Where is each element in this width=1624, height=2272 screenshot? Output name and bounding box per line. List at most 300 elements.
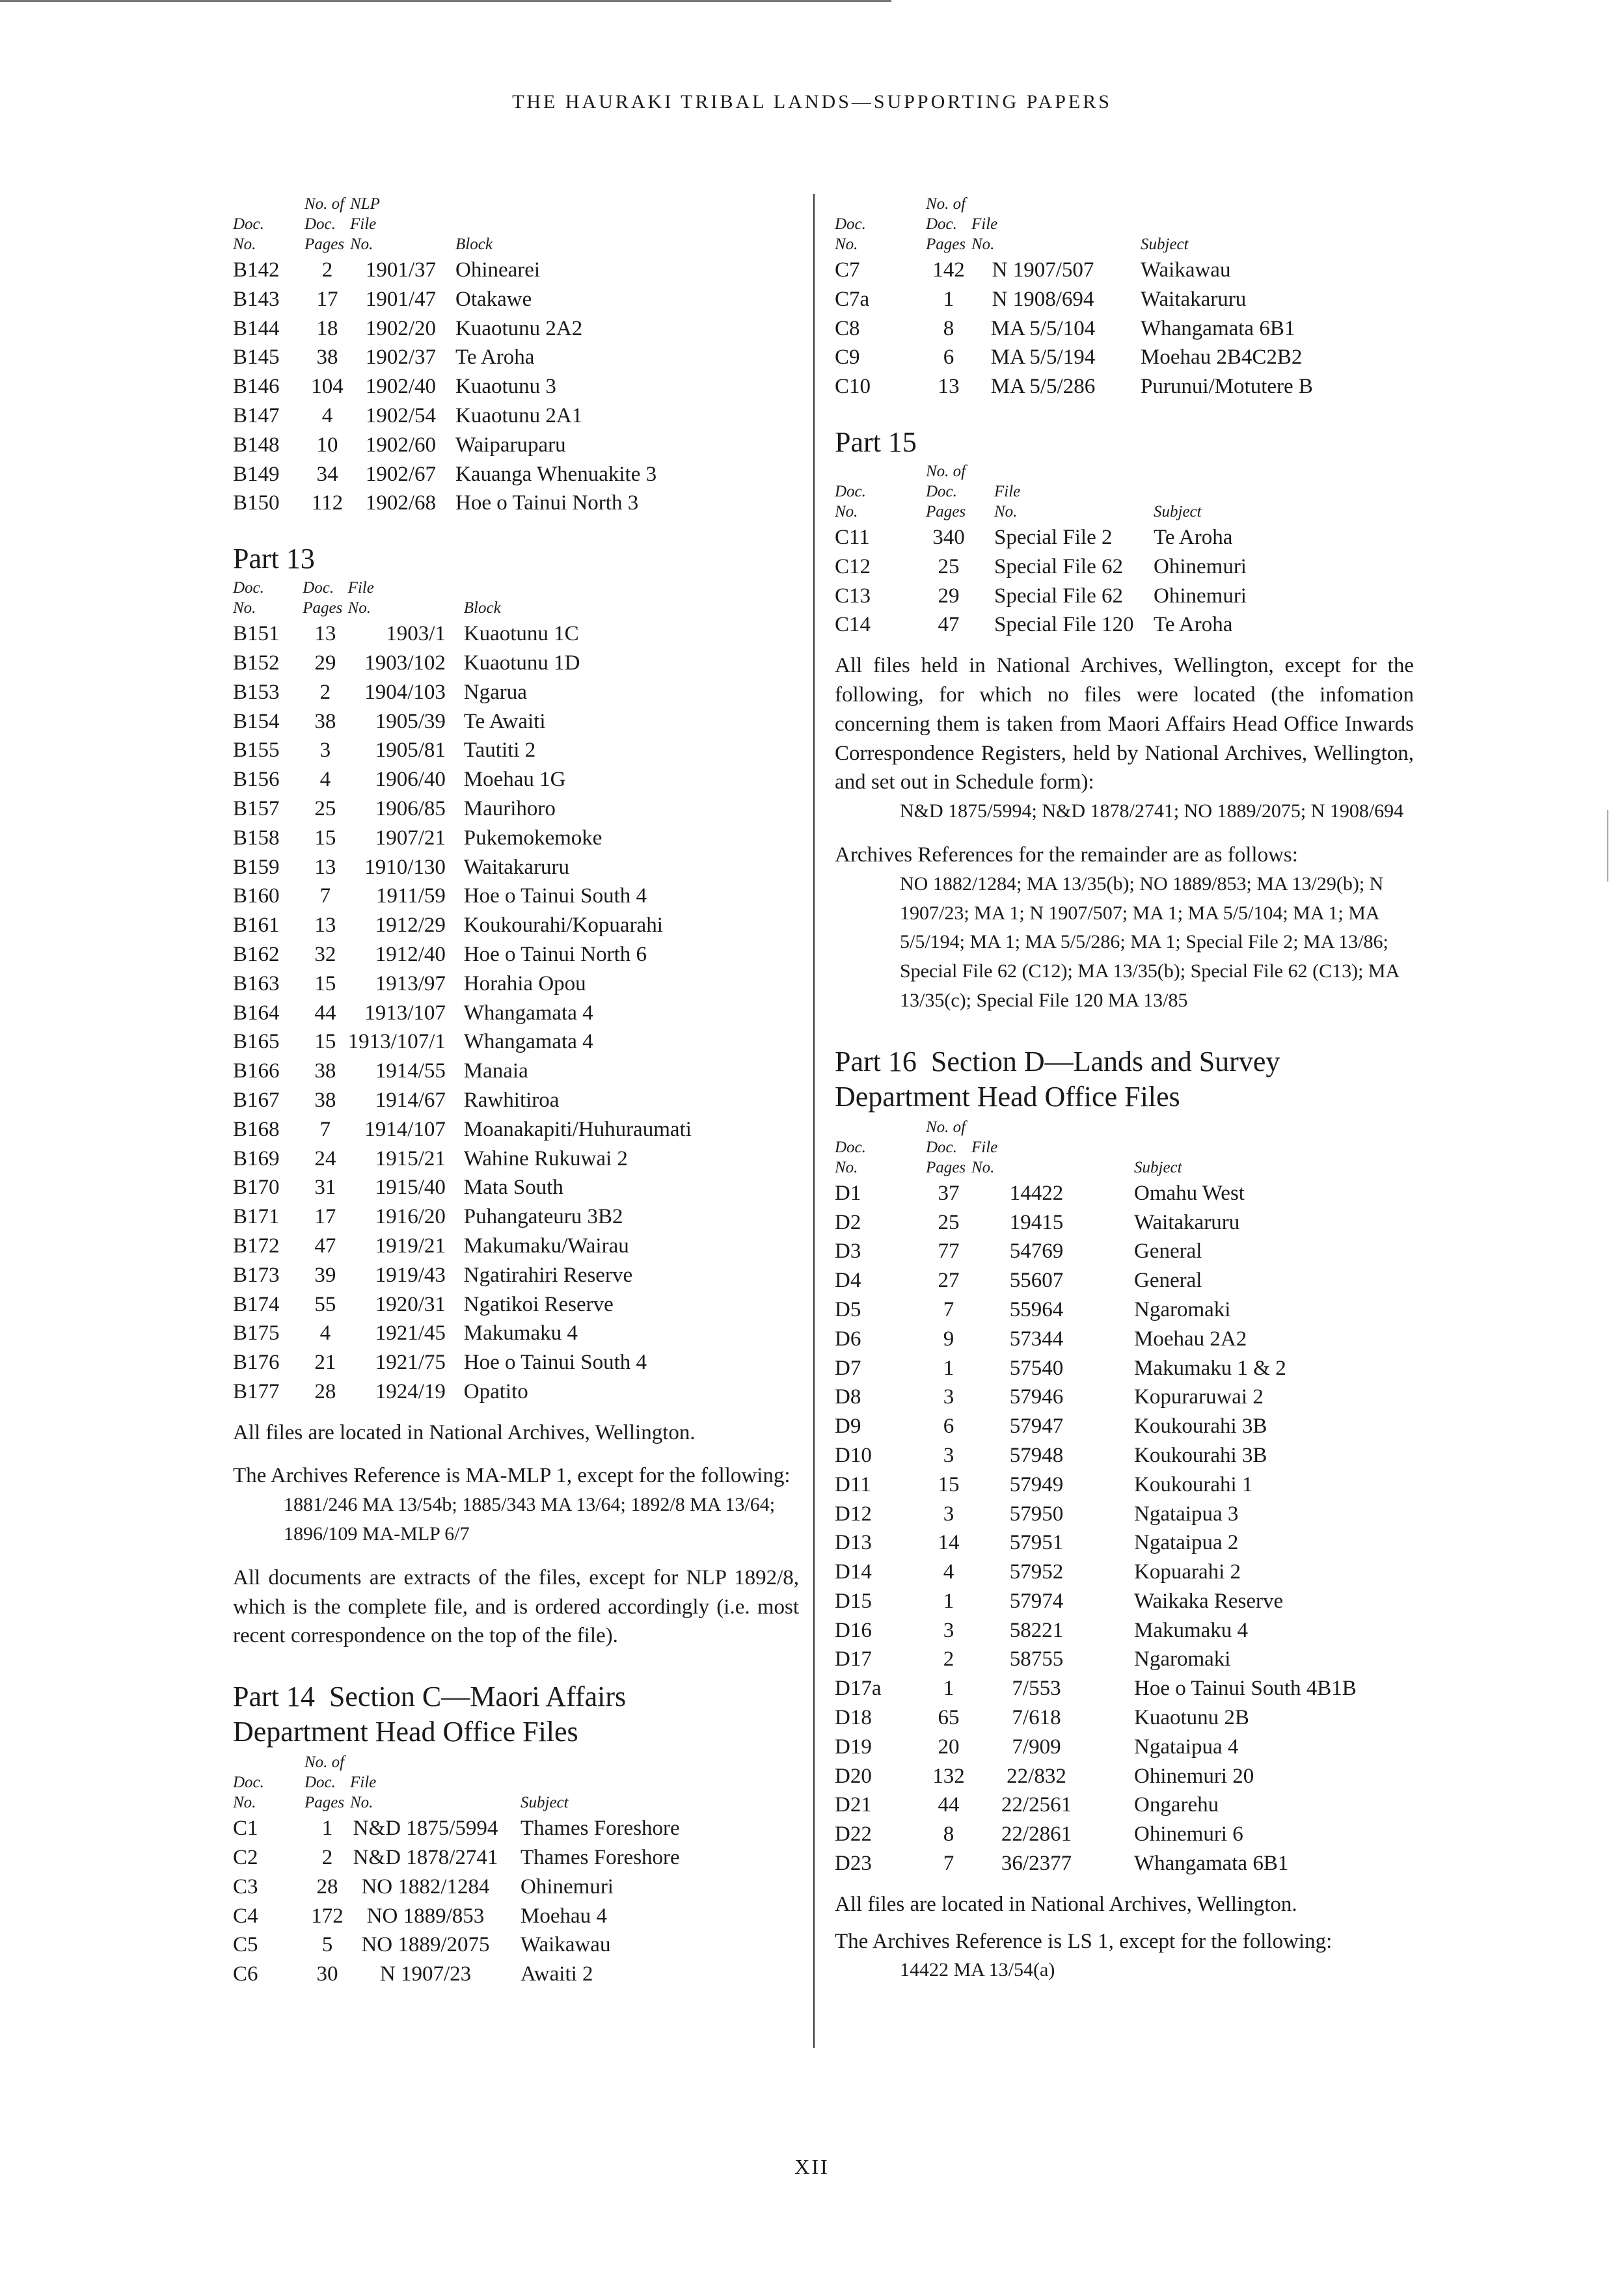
file-no-cell: 1913/97 <box>375 971 446 995</box>
subject-cell: Te Aroha <box>1154 525 1233 549</box>
pages-cell: 29 <box>938 584 960 608</box>
file-no-cell: 1903/102 <box>364 651 446 675</box>
left-column <box>233 194 799 1989</box>
doc-no-cell: D5 <box>835 1297 861 1321</box>
file-no-cell: Special File 120 <box>994 613 1134 637</box>
header-line: No. <box>233 1794 256 1812</box>
subject-cell: Maurihoro <box>463 796 556 820</box>
pages-cell: 17 <box>316 287 338 311</box>
header-subject <box>1154 461 1414 523</box>
pages-cell: 15 <box>314 826 336 850</box>
table-row <box>835 552 1414 582</box>
header-line: Doc. <box>233 579 264 597</box>
doc-no-cell: C3 <box>233 1874 258 1899</box>
header-line: No. of <box>926 462 966 480</box>
subject-cell: Rawhitiroa <box>463 1088 560 1112</box>
table-row <box>233 1960 799 1989</box>
file-no-cell: 1911/59 <box>375 884 446 908</box>
part15-title: Part 15 <box>835 426 917 458</box>
table-row <box>233 853 799 882</box>
header-line: No. <box>971 1158 995 1176</box>
header-line: Doc. <box>233 1774 264 1792</box>
doc-no-cell: D12 <box>835 1502 872 1526</box>
table-row <box>233 1232 799 1261</box>
table-row <box>233 649 799 678</box>
table-row <box>233 707 799 737</box>
doc-no-cell: D20 <box>835 1764 872 1788</box>
table-part14 <box>233 1752 799 1989</box>
part16-title-line1: Part 16 Section D—Lands and Survey <box>835 1045 1280 1077</box>
doc-no-cell: D17a <box>835 1677 882 1701</box>
pages-cell: 7 <box>943 1852 954 1876</box>
subject-cell: Ngatirahiri Reserve <box>463 1263 633 1287</box>
file-no-cell: 1910/130 <box>364 855 446 879</box>
header-doc-pages <box>304 194 350 256</box>
subject-cell: Kuaotunu 1D <box>463 651 580 675</box>
file-no-cell: 55964 <box>1009 1297 1064 1321</box>
doc-no-cell: B163 <box>233 971 280 995</box>
file-no-cell: 57540 <box>1009 1356 1064 1380</box>
header-line: Pages <box>926 1158 966 1176</box>
file-no-cell: NO 1882/1284 <box>361 1874 490 1899</box>
file-no-cell: 1919/43 <box>375 1263 446 1287</box>
pages-cell: 2 <box>321 258 333 282</box>
pages-cell: 2 <box>321 1846 333 1870</box>
header-line: No. <box>347 599 372 617</box>
file-no-cell: 57952 <box>1009 1560 1064 1584</box>
doc-no-cell: C7a <box>835 287 870 311</box>
header-line: Subject <box>1141 236 1189 253</box>
file-no-cell: NO 1889/2075 <box>361 1933 490 1957</box>
pages-cell: 18 <box>316 316 338 340</box>
doc-no-cell: B151 <box>233 622 280 646</box>
pages-cell: 3 <box>943 1385 954 1409</box>
file-no-cell: 1919/21 <box>375 1234 446 1258</box>
doc-no-cell: B169 <box>233 1146 280 1170</box>
pages-cell: 7 <box>319 884 331 908</box>
file-no-cell: 1902/67 <box>365 462 436 486</box>
subject-cell: Kuaotunu 3 <box>455 375 556 399</box>
table-row <box>835 1703 1414 1733</box>
doc-no-cell: C5 <box>233 1933 258 1957</box>
doc-no-cell: B168 <box>233 1117 280 1141</box>
table-row <box>233 736 799 765</box>
pages-cell: 29 <box>314 651 336 675</box>
pages-cell: 13 <box>314 913 336 938</box>
pages-cell: 142 <box>932 258 965 282</box>
table-row <box>233 489 799 518</box>
file-no-cell: N 1908/694 <box>992 287 1094 311</box>
part13-note-extracts: All documents are extracts of the files, except for NLP 1892/8, which is the complete file, and is ordered accordingly (i.e. most recent correspondence on the top of the file). <box>233 1565 799 1648</box>
table-row <box>835 1645 1414 1674</box>
doc-no-cell: B148 <box>233 433 280 457</box>
file-no-cell: 1921/45 <box>375 1321 446 1346</box>
table-part14-continued <box>835 194 1414 401</box>
header-line: Doc. <box>926 482 957 500</box>
doc-no-cell: B155 <box>233 738 280 763</box>
table-row <box>233 1027 799 1057</box>
doc-no-cell: B173 <box>233 1263 280 1287</box>
subject-cell: Opatito <box>463 1379 528 1403</box>
doc-no-cell: B149 <box>233 462 280 486</box>
file-no-cell: 57950 <box>1009 1502 1064 1526</box>
doc-no-cell: B147 <box>233 403 280 427</box>
subject-cell: Ohinemuri 20 <box>1134 1764 1254 1788</box>
table-row <box>835 1295 1414 1325</box>
subject-cell: Thames Foreshore <box>521 1846 680 1870</box>
table-row <box>233 911 799 940</box>
table-row <box>233 1814 799 1843</box>
subject-cell: Ngataipua 3 <box>1134 1502 1239 1526</box>
table-row <box>233 765 799 794</box>
header-file-no <box>971 194 1115 256</box>
pages-cell: 10 <box>316 433 338 457</box>
header-file-no <box>350 1752 501 1814</box>
pages-cell: 1 <box>943 1677 954 1701</box>
header-line: Doc. <box>304 215 336 233</box>
doc-no-cell: B177 <box>233 1379 280 1403</box>
doc-no-cell: D1 <box>835 1181 861 1205</box>
subject-cell: Waikaka Reserve <box>1134 1589 1284 1613</box>
part16-note-archives: The Archives Reference is LS 1, except for the following: <box>835 1929 1333 1953</box>
subject-cell: Waikawau <box>1141 258 1231 282</box>
file-no-cell: 22/2861 <box>1001 1822 1072 1846</box>
doc-no-cell: B172 <box>233 1234 280 1258</box>
part13-archives-list: 1881/246 MA 13/54b; 1885/343 MA 13/64; 1892/8 MA 13/64; 1896/109 MA-MLP 6/7 <box>284 1494 776 1545</box>
doc-no-cell: C12 <box>835 554 871 578</box>
doc-no-cell: C2 <box>233 1846 258 1870</box>
table-row <box>835 1762 1414 1791</box>
subject-cell: Ongarehu <box>1134 1793 1219 1817</box>
running-head: THE HAURAKI TRIBAL LANDS—SUPPORTING PAPERS <box>512 91 1112 113</box>
header-line: No. <box>350 236 373 253</box>
top-rule <box>0 0 891 2</box>
subject-cell: Makumaku 4 <box>1134 1618 1249 1642</box>
part15-note-archives: Archives References for the remainder are as follows: <box>835 843 1298 867</box>
header-line: Doc. <box>835 215 866 233</box>
table-row <box>233 460 799 489</box>
subject-cell: Thames Foreshore <box>521 1817 680 1841</box>
pages-cell: 340 <box>932 525 965 549</box>
subject-cell: Tautiti 2 <box>463 738 536 763</box>
header-line: File <box>971 215 998 233</box>
file-no-cell: 1902/20 <box>365 316 436 340</box>
header-line: Doc. <box>233 215 264 233</box>
file-no-cell: 1902/68 <box>365 491 436 515</box>
subject-cell: Otakawe <box>455 287 532 311</box>
table-row <box>835 1412 1414 1441</box>
table-row <box>835 523 1414 552</box>
pages-cell: 6 <box>943 1414 954 1439</box>
subject-cell: General <box>1134 1239 1202 1264</box>
header-doc-pages <box>926 194 971 256</box>
doc-no-cell: B161 <box>233 913 280 938</box>
subject-cell: Whangamata 4 <box>463 1001 593 1025</box>
doc-no-cell: B170 <box>233 1176 280 1200</box>
table-row <box>835 1354 1414 1383</box>
subject-cell: Kauanga Whenuakite 3 <box>455 462 657 486</box>
doc-no-cell: B144 <box>233 316 280 340</box>
pages-cell: 65 <box>938 1706 960 1730</box>
table-row <box>835 1383 1414 1412</box>
header-subject <box>1141 194 1414 256</box>
table-row <box>233 940 799 969</box>
header-line: No. of <box>304 1753 345 1772</box>
header-line: File <box>347 579 374 597</box>
header-line: No. of <box>926 1118 966 1136</box>
doc-no-cell: B171 <box>233 1205 280 1229</box>
pages-cell: 55 <box>314 1292 336 1316</box>
file-no-cell: 1905/39 <box>375 709 446 733</box>
file-no-cell: 57948 <box>1009 1443 1064 1467</box>
file-no-cell: 57949 <box>1009 1472 1064 1496</box>
file-no-cell: 57947 <box>1009 1414 1064 1439</box>
subject-cell: Ohinemuri <box>521 1874 614 1899</box>
header-doc-pages <box>926 1117 971 1179</box>
file-no-cell: 22/832 <box>1007 1764 1066 1788</box>
subject-cell: Kopuarahi 2 <box>1134 1560 1241 1584</box>
doc-no-cell: B145 <box>233 345 280 370</box>
header-line: Doc. <box>926 1138 957 1156</box>
subject-cell: Kuaotunu 2A2 <box>455 316 583 340</box>
doc-no-cell: B152 <box>233 651 280 675</box>
header-doc-no <box>835 194 926 256</box>
header-line: No. of <box>304 195 345 213</box>
header-doc-no <box>835 461 926 523</box>
doc-no-cell: D23 <box>835 1852 872 1876</box>
pages-cell: 38 <box>314 1059 336 1083</box>
header-line: File <box>994 482 1021 500</box>
table-row <box>835 582 1414 611</box>
pages-cell: 112 <box>311 491 344 515</box>
doc-no-cell: C10 <box>835 375 871 399</box>
pages-cell: 3 <box>943 1502 954 1526</box>
table-row <box>835 1733 1414 1762</box>
pages-cell: 7 <box>319 1117 331 1141</box>
pages-cell: 8 <box>943 1822 954 1846</box>
pages-cell: 8 <box>943 316 954 340</box>
table-row <box>233 1144 799 1174</box>
pages-cell: 31 <box>314 1176 336 1200</box>
pages-cell: 13 <box>314 622 336 646</box>
table-row <box>835 256 1414 285</box>
file-no-cell: 1912/40 <box>375 942 446 966</box>
pages-cell: 77 <box>938 1239 960 1264</box>
table-row <box>835 1616 1414 1645</box>
table-row <box>835 1528 1414 1558</box>
doc-no-cell: B176 <box>233 1351 280 1375</box>
subject-cell: Hoe o Tainui North 3 <box>455 491 639 515</box>
table-row <box>835 1179 1414 1208</box>
table-row <box>233 1115 799 1144</box>
table-row <box>233 256 799 285</box>
file-no-cell: 36/2377 <box>1001 1852 1072 1876</box>
pages-cell: 2 <box>943 1647 954 1671</box>
doc-no-cell: B160 <box>233 884 280 908</box>
doc-no-cell: D11 <box>835 1472 871 1496</box>
pages-cell: 30 <box>316 1962 338 1986</box>
file-no-cell: 1906/85 <box>375 796 446 820</box>
subject-cell: Whangamata 6B1 <box>1134 1852 1289 1876</box>
header-line: Doc. <box>835 1138 866 1156</box>
header-line: Doc. <box>303 579 334 597</box>
table-row <box>835 1791 1414 1820</box>
doc-no-cell: D19 <box>835 1735 872 1759</box>
header-line: No. <box>233 236 256 253</box>
doc-no-cell: D4 <box>835 1269 861 1293</box>
pages-cell: 44 <box>314 1001 336 1025</box>
table-row <box>233 1290 799 1319</box>
file-no-cell: 1915/21 <box>375 1146 446 1170</box>
header-file-no <box>971 461 1141 523</box>
doc-no-cell: D7 <box>835 1356 861 1380</box>
subject-cell: Ngatikoi Reserve <box>463 1292 614 1316</box>
pages-cell: 14 <box>938 1531 960 1555</box>
file-no-cell: 57946 <box>1009 1385 1064 1409</box>
pages-cell: 4 <box>319 1321 331 1346</box>
table-row <box>835 343 1414 372</box>
table-row <box>233 619 799 649</box>
pages-cell: 37 <box>938 1181 960 1205</box>
subject-cell: Waiparuparu <box>455 433 566 457</box>
header-line: File <box>971 1138 998 1156</box>
pages-cell: 1 <box>321 1817 333 1841</box>
header-line: Pages <box>926 236 966 253</box>
part15-archives-list: NO 1882/1284; MA 13/35(b); NO 1889/853; MA 13/29(b); N 1907/23; MA 1; N 1907/507; MA 1; MA 5/5/104; MA 1; MA 5/5/194; MA 1; MA 5/5/286; MA 1; Special File 2; MA 13/86; Special File 62 (C12); MA 13/35(b); Special File 62 (C13); MA 13/35(c); Special File 120 MA 13/85 <box>900 872 1399 1011</box>
table-row <box>233 824 799 853</box>
pages-cell: 132 <box>932 1764 965 1788</box>
table-row <box>835 1849 1414 1878</box>
file-no-cell: 1924/19 <box>375 1379 446 1403</box>
pages-cell: 3 <box>943 1618 954 1642</box>
pages-cell: 104 <box>311 375 344 399</box>
page-folio: XII <box>794 2155 830 2178</box>
subject-cell: Koukourahi/Kopuarahi <box>463 913 663 938</box>
header-line: File <box>350 215 377 233</box>
pages-cell: 15 <box>314 1030 336 1054</box>
table-row <box>233 999 799 1028</box>
file-no-cell: 55607 <box>1009 1269 1064 1293</box>
pages-cell: 3 <box>319 738 331 763</box>
table-row <box>233 1377 799 1407</box>
header-file-no <box>348 578 446 619</box>
part16-archives-list: 14422 MA 13/54(a) <box>900 1959 1055 1981</box>
subject-cell: Waikawau <box>521 1933 611 1957</box>
subject-cell: Manaia <box>463 1059 528 1083</box>
subject-cell: Wahine Rukuwai 2 <box>463 1146 628 1170</box>
doc-no-cell: B146 <box>233 375 280 399</box>
table-row <box>835 1237 1414 1266</box>
header-block <box>464 578 799 619</box>
file-no-cell: 1901/47 <box>365 287 436 311</box>
header-line: Pages <box>304 236 345 253</box>
doc-no-cell: C9 <box>835 345 860 370</box>
pages-cell: 17 <box>314 1205 336 1229</box>
header-subject <box>521 1752 799 1814</box>
pages-cell: 4 <box>943 1560 954 1584</box>
file-no-cell: 1912/29 <box>375 913 446 938</box>
file-no-cell: 1904/103 <box>364 680 446 704</box>
file-no-cell: Special File 2 <box>994 525 1113 549</box>
doc-no-cell: D15 <box>835 1589 872 1613</box>
pages-cell: 1 <box>943 287 954 311</box>
doc-no-cell: B167 <box>233 1088 280 1112</box>
table-row <box>835 1820 1414 1849</box>
doc-no-cell: D21 <box>835 1793 872 1817</box>
pages-cell: 34 <box>316 462 338 486</box>
file-no-cell: 22/2561 <box>1001 1793 1072 1817</box>
header-file-no <box>971 1117 1102 1179</box>
part13-note-archives: The Archives Reference is MA-MLP 1, except for the following: <box>233 1464 791 1488</box>
subject-cell: Awaiti 2 <box>521 1962 593 1986</box>
doc-no-cell: D6 <box>835 1327 861 1351</box>
pages-cell: 24 <box>314 1146 336 1170</box>
pages-cell: 27 <box>938 1269 960 1293</box>
doc-no-cell: D13 <box>835 1531 872 1555</box>
doc-no-cell: B143 <box>233 287 280 311</box>
pages-cell: 4 <box>319 768 331 792</box>
pages-cell: 28 <box>314 1379 336 1403</box>
table-row <box>233 1261 799 1290</box>
pages-cell: 25 <box>938 554 960 578</box>
pages-cell: 15 <box>314 971 336 995</box>
doc-no-cell: D9 <box>835 1414 861 1439</box>
file-no-cell: 1921/75 <box>375 1351 446 1375</box>
subject-cell: Hoe o Tainui South 4 <box>463 1351 647 1375</box>
file-no-cell: 1902/60 <box>365 433 436 457</box>
table-row <box>233 1843 799 1873</box>
doc-no-cell: D2 <box>835 1210 861 1234</box>
file-no-cell: 1902/54 <box>365 403 436 427</box>
table-row <box>835 1470 1414 1500</box>
subject-cell: Moanakapiti/Huhuraumati <box>463 1117 692 1141</box>
header-line: Doc. <box>926 215 957 233</box>
table-row <box>233 1873 799 1902</box>
subject-cell: Hoe o Tainui South 4 <box>463 884 647 908</box>
subject-cell: Waitakaruru <box>1141 287 1247 311</box>
table-row <box>233 678 799 707</box>
subject-cell: Ngarua <box>463 680 527 704</box>
header-doc-no <box>835 1117 926 1179</box>
file-no-cell: 7/553 <box>1012 1677 1061 1701</box>
table-part16 <box>835 1117 1414 1878</box>
table-row <box>233 1319 799 1348</box>
header-line: No. <box>971 236 995 253</box>
pages-cell: 25 <box>938 1210 960 1234</box>
pages-cell: 38 <box>314 1088 336 1112</box>
table-row <box>233 1173 799 1202</box>
file-no-cell: 7/618 <box>1012 1706 1061 1730</box>
table-row <box>835 1325 1414 1354</box>
table-row <box>233 969 799 999</box>
doc-no-cell: D3 <box>835 1239 861 1264</box>
header-line: File <box>350 1774 377 1792</box>
pages-cell: 6 <box>943 345 954 370</box>
part16-title-line2: Department Head Office Files <box>835 1080 1180 1113</box>
file-no-cell: 1903/1 <box>386 622 446 646</box>
pages-cell: 38 <box>316 345 338 370</box>
header-file-no <box>350 194 436 256</box>
subject-cell: Omahu West <box>1134 1181 1245 1205</box>
doc-no-cell: C8 <box>835 316 860 340</box>
part13-note-location: All files are located in National Archives, Wellington. <box>233 1420 696 1444</box>
file-no-cell: 58755 <box>1009 1647 1064 1671</box>
header-line: No. of <box>926 195 966 213</box>
file-no-cell: 57344 <box>1009 1327 1064 1351</box>
subject-cell: Hoe o Tainui South 4B1B <box>1134 1677 1357 1701</box>
doc-no-cell: B158 <box>233 826 280 850</box>
file-no-cell: 1914/55 <box>375 1059 446 1083</box>
